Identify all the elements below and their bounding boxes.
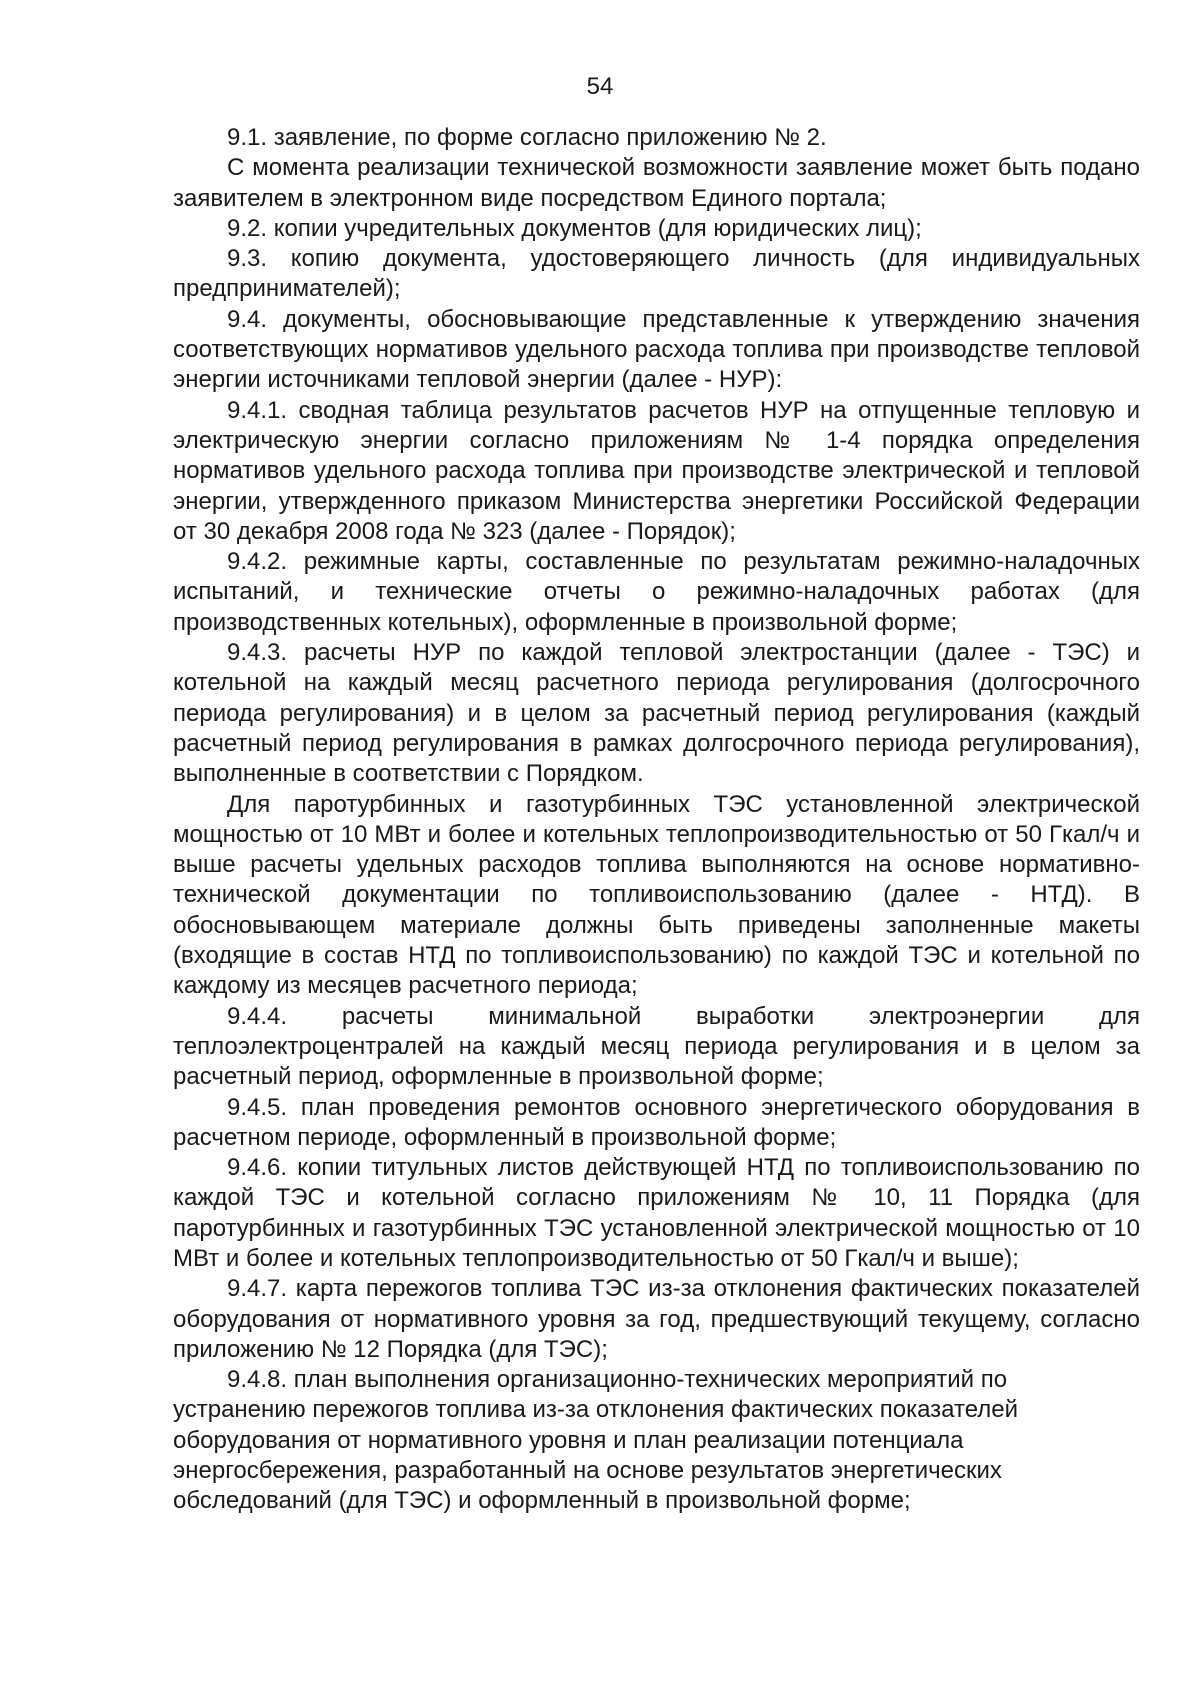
paragraph-9-1: 9.1. заявление, по форме согласно приложению № 2. [227, 124, 827, 151]
paragraph-9-4-6: 9.4.6. копии титульных листов действующей НТД по топливоиспользованию по каждой ТЭС и котельной согласно приложениям № 10, 11 Порядка (для паротурбинных и газотурбинных ТЭС установленной электрической мощностью от 10 МВт и более и котельных теплопроизводительностью от 50 Гкал/ч и выше); [173, 1154, 1140, 1272]
paragraph-electronic-submission: С момента реализации технической возможности заявление может быть подано заявителем в электронном виде посредством Единого портала; [173, 154, 1140, 212]
paragraph-9-4: 9.4. документы, обосновывающие представленные к утверждению значения соответствующих нормативов удельного расхода топлива при производстве тепловой энергии источниками тепловой энергии (далее - НУР): [173, 305, 1140, 394]
paragraph-ntd-calculations: Для паротурбинных и газотурбинных ТЭС установленной электрической мощностью от 10 МВт и более и котельных теплопроизводительностью от 50 Гкал/ч и выше расчеты удельных расходов топлива выполняются на основе нормативно-технической документации по топливоиспользованию (далее - НТД). В обосновывающем материале должны быть приведены заполненные макеты (входящие в состав НТД по топливоиспользованию) по каждой ТЭС и котельной по каждому из месяцев расчетного периода; [173, 790, 1140, 1000]
paragraph-9-3: 9.3. копию документа, удостоверяющего личность (для индивидуальных предпринимателей); [173, 245, 1140, 303]
paragraph-9-4-2: 9.4.2. режимные карты, составленные по результатам режимно-наладочных испытаний, и технические отчеты о режимно-наладочных работах (для производственных котельных), оформленные в произвольной форме; [173, 548, 1140, 636]
paragraph-9-4-1: 9.4.1. сводная таблица результатов расчетов НУР на отпущенные тепловую и электрическую энергии согласно приложениям № 1-4 порядка определения нормативов удельного расхода топлива при производстве электрической и тепловой энергии, утвержденного приказом Министерства энергетики Российской Федерации от 30 декабря 2008 года № 323 (далее - Порядок); [173, 396, 1140, 545]
paragraph-9-4-3: 9.4.3. расчеты НУР по каждой тепловой электростанции (далее - ТЭС) и котельной на каждый месяц расчетного периода регулирования (долгосрочного периода регулирования) и в целом за расчетный период регулирования (каждый расчетный период регулирования в рамках долгосрочного периода регулирования), выполненные в соответствии с Порядком. [173, 639, 1140, 788]
paragraph-9-4-8: 9.4.8. план выполнения организационно-технических мероприятий по устранению пережогов топлива из-за отклонения фактических показателей оборудования от нормативного уровня и план реализации потенциала энергосбережения, разработанный на основе результатов энергетических обследований (для ТЭС) и оформленный в произвольной форме; [173, 1366, 1019, 1515]
document-body [173, 123, 1140, 1517]
page-number: 54 [586, 73, 614, 100]
paragraph-9-4-4: 9.4.4. расчеты минимальной выработки электроэнергии для теплоэлектроцентралей на каждый месяц периода регулирования и в целом за расчетный период, оформленные в произвольной форме; [173, 1002, 1140, 1091]
paragraph-9-4-7: 9.4.7. карта пережогов топлива ТЭС из-за отклонения фактических показателей оборудования от нормативного уровня за год, предшествующий текущему, согласно приложению № 12 Порядка (для ТЭС); [173, 1275, 1140, 1363]
paragraph-9-2: 9.2. копии учредительных документов (для юридических лиц); [227, 214, 922, 242]
paragraph-9-4-5: 9.4.5. план проведения ремонтов основного энергетического оборудования в расчетном периоде, оформленный в произвольной форме; [173, 1093, 1140, 1151]
